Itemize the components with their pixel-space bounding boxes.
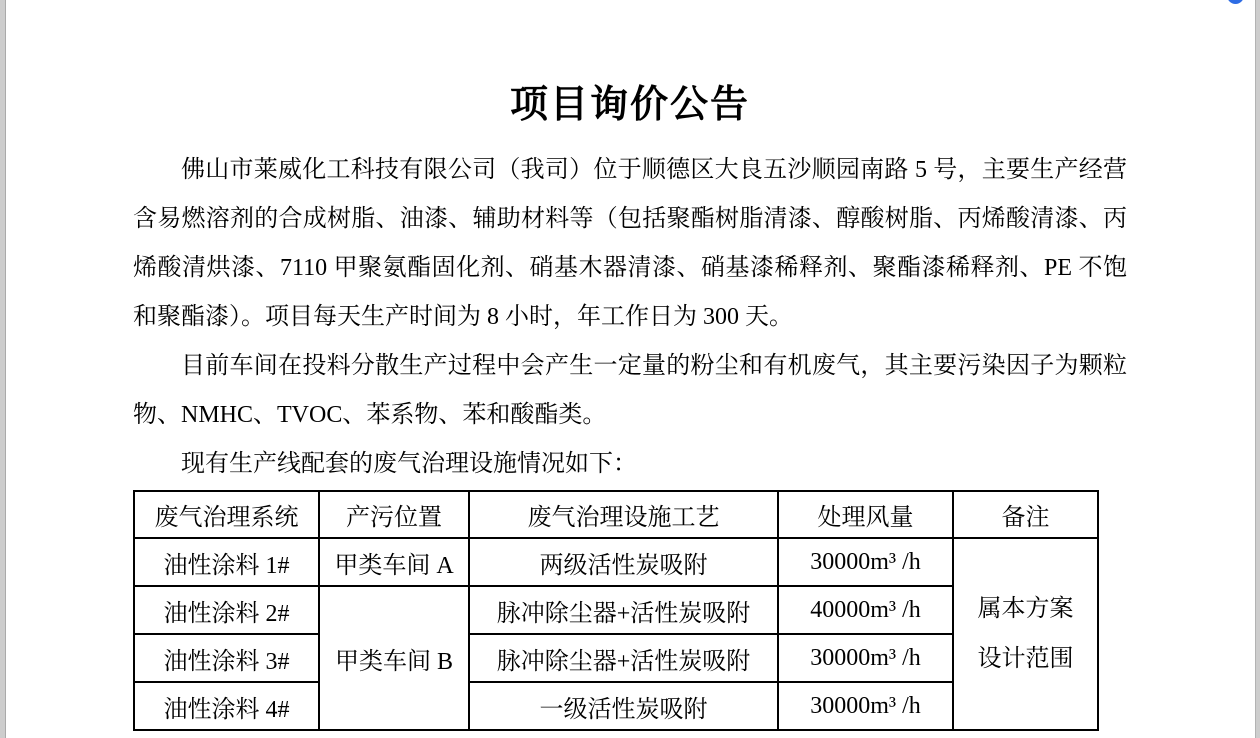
cell-airflow: 30000m³ /h xyxy=(778,538,953,586)
cell-system: 油性涂料 4# xyxy=(134,682,319,730)
right-gutter xyxy=(1255,0,1260,738)
cell-location-merged: 甲类车间 B xyxy=(319,586,469,730)
remark-line-2: 设计范围 xyxy=(977,646,1074,672)
cell-location: 甲类车间 A xyxy=(319,538,469,586)
header-process: 废气治理设施工艺 xyxy=(469,491,778,538)
header-remark: 备注 xyxy=(953,491,1098,538)
floating-action-icon[interactable] xyxy=(1227,0,1244,4)
cell-remark-merged xyxy=(953,538,1098,730)
document-page xyxy=(133,0,1127,731)
header-airflow: 处理风量 xyxy=(778,491,953,538)
cell-system: 油性涂料 3# xyxy=(134,634,319,682)
cell-process: 一级活性炭吸附 xyxy=(469,682,778,730)
cell-airflow: 40000m³ /h xyxy=(778,586,953,634)
cell-system: 油性涂料 2# xyxy=(134,586,319,634)
table-header-row xyxy=(134,491,1098,538)
paragraph-pollutants: 目前车间在投料分散生产过程中会产生一定量的粉尘和有机废气，其主要污染因子为颗粒物、NMHC、TVOC、苯系物、苯和酸酯类。 xyxy=(133,353,1127,428)
page-title: 项目询价公告 xyxy=(509,84,750,126)
header-system: 废气治理系统 xyxy=(134,491,319,538)
cell-airflow: 30000m³ /h xyxy=(778,682,953,730)
cell-process: 脉冲除尘器+活性炭吸附 xyxy=(469,586,778,634)
cell-system: 油性涂料 1# xyxy=(134,538,319,586)
header-location: 产污位置 xyxy=(319,491,469,538)
table-row xyxy=(134,538,1098,586)
paragraph-company-intro: 佛山市莱威化工科技有限公司（我司）位于顺德区大良五沙顺园南路 5 号，主要生产经营含易燃溶剂的合成树脂、油漆、辅助材料等（包括聚酯树脂清漆、醇酸树脂、丙烯酸清漆、丙烯酸清烘漆、7110 甲聚氨酯固化剂、硝基木器清漆、硝基漆稀释剂、聚酯漆稀释剂、PE 不饱和聚酯漆）。项目每天生产时间为 8 小时，年工作日为 300 天。 xyxy=(133,157,1127,330)
remark-line-1: 属本方案 xyxy=(977,596,1074,622)
cell-process: 两级活性炭吸附 xyxy=(469,538,778,586)
left-gutter xyxy=(0,0,6,738)
cell-process: 脉冲除尘器+活性炭吸附 xyxy=(469,634,778,682)
waste-gas-table xyxy=(133,490,1099,731)
paragraph-table-lead: 现有生产线配套的废气治理设施情况如下： xyxy=(181,451,637,477)
cell-airflow: 30000m³ /h xyxy=(778,634,953,682)
